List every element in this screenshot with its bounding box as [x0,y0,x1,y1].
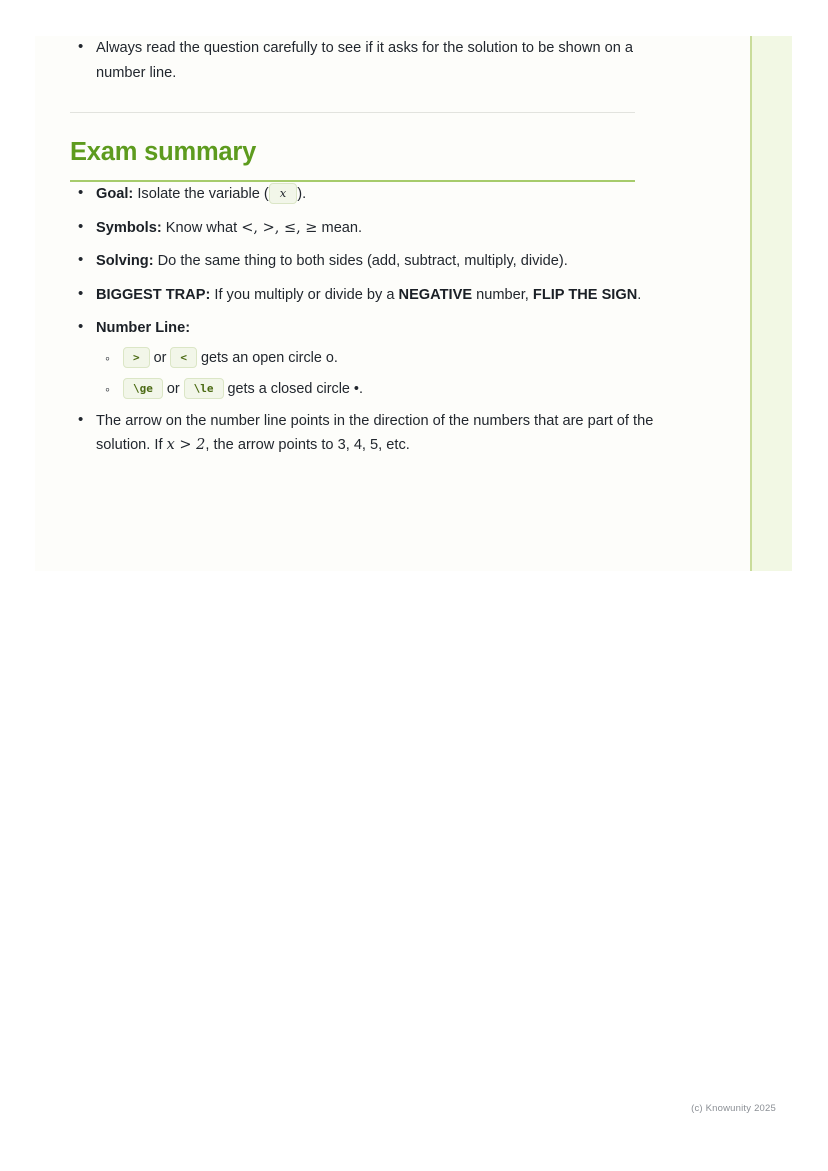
list-item-solving [70,249,670,274]
intro-bullet-text: Always read the question carefully to see if it asks for the solution to be shown on a number line. [96,40,634,81]
trap-label: BIGGEST TRAP: [96,286,211,303]
document-page [35,36,792,571]
page-content [70,36,670,467]
number-line-sublist [96,347,670,400]
footer-copyright: (c) Knowunity 2025 [691,1103,776,1114]
symbol-chip-le: \le [184,378,224,399]
list-item [96,347,670,369]
goal-text-after: ). [297,186,307,202]
arrow-text-2: , the arrow points to 3, 4, 5, etc. [205,437,410,453]
list-item-symbols [70,216,670,241]
open-circle-text: gets an open circle o. [201,349,338,366]
list-item-arrow [70,409,670,458]
number-line-label: Number Line: [96,320,191,336]
solving-text: Do the same thing to both sides (add, subtract, multiply, divide). [157,253,568,269]
trap-text-3: . [637,286,642,303]
list-item-trap [70,283,670,308]
goal-label: Goal: [96,186,134,202]
trap-text-1: If you multiply or divide by a [214,286,395,303]
symbol-chip-ge: \ge [123,378,163,399]
arrow-math: x > 2 [166,437,206,453]
list-item-number-line [70,316,670,400]
exam-summary-list [70,182,670,458]
page-accent-stripe [750,36,792,571]
goal-variable-chip: x [269,183,298,204]
trap-emphasis-flip: FLIP THE SIGN [532,286,638,303]
goal-text-before: Isolate the variable ( [137,186,269,202]
symbol-chip-greater: > [123,347,150,368]
solving-label: Solving: [96,253,154,269]
list-item [70,36,670,85]
symbols-label: Symbols: [96,219,162,236]
symbols-text-after: mean. [321,219,363,236]
trap-emphasis-negative: NEGATIVE [398,286,473,303]
symbols-math: <, >, ≤, ≥ [241,219,318,236]
closed-circle-text: gets a closed circle •. [227,380,363,397]
list-item [96,378,670,400]
trap-text-2: number, [476,286,529,303]
list-item-goal [70,182,670,207]
separator-or: or [166,380,180,397]
section-divider [70,112,635,113]
section-heading: Exam summary [70,136,635,182]
intro-bullet-list [70,36,670,85]
arrow-text-1: The arrow on the number line points in the direction of the numbers that are part of the solution. If [96,412,654,453]
symbol-chip-less: < [170,347,197,368]
symbols-text-before: Know what [165,219,238,236]
separator-or: or [153,349,167,366]
